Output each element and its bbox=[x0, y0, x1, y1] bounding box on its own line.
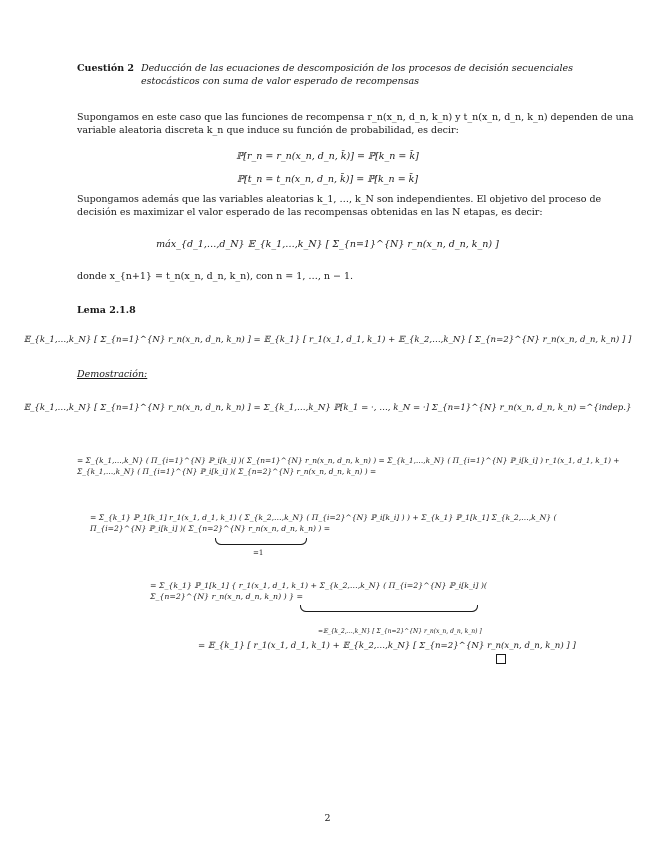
underbrace-2 bbox=[300, 605, 478, 612]
lemma-equation: 𝔼_{k_1,…,k_N} [ Σ_{n=1}^{N} r_n(x_n, d_n, k_n) ] = 𝔼_{k_1} [ r_1(x_1, d_1, k_1) + 𝔼_{k_2,…,k_N} [ Σ_{n=2}^{N} r_n(x_n, d_n, k_n) ] ] bbox=[23, 335, 632, 345]
underbrace-1-label: =1 bbox=[253, 549, 264, 557]
proof-equation-1: 𝔼_{k_1,…,k_N} [ Σ_{n=1}^{N} r_n(x_n, d_n, k_n) ] = Σ_{k_1,…,k_N} ℙ[k_1 = ·, …, k_N = ·] Σ_{n=1}^{N} r_n(x_n, d_n, k_n) =^{indep.} bbox=[23, 403, 632, 413]
para1-line2: variable aleatoria discreta k_n que induce su función de probabilidad, es decir: bbox=[77, 125, 459, 136]
question-title-line1: Deducción de las ecuaciones de descomposición de los procesos de decisión secuenciales bbox=[141, 63, 574, 74]
equation-3: máx_{d_1,…,d_N} 𝔼_{k_1,…,k_N} [ Σ_{n=1}^{N} r_n(x_n, d_n, k_n) ] bbox=[156, 239, 499, 250]
proof-equation-5: = 𝔼_{k_1} [ r_1(x_1, d_1, k_1) + 𝔼_{k_2,…,k_N} [ Σ_{n=2}^{N} r_n(x_n, d_n, k_n) ] ] bbox=[198, 641, 576, 651]
lemma-heading: Lema 2.1.8 bbox=[77, 305, 136, 316]
underbrace-2-label: =𝔼_{k_2,…,k_N} [ Σ_{n=2}^{N} r_n(x_n, d_n, k_n) ] bbox=[318, 628, 482, 635]
para2-line2: decisión es maximizar el valor esperado de las recompensas obtenidas en las N etapas, es decir: bbox=[77, 207, 543, 218]
para3: donde x_{n+1} = t_n(x_n, d_n, k_n), con n = 1, …, n − 1. bbox=[77, 271, 354, 282]
para1-line1: Supongamos en este caso que las funciones de recompensa r_n(x_n, d_n, k_n) y t_n(x_n, d_n, k_n) dependen de una bbox=[77, 112, 634, 123]
proof-equation-2: = Σ_{k_1,…,k_N} ( Π_{i=1}^{N} ℙ_i[k_i] )( Σ_{n=1}^{N} r_n(x_n, d_n, k_n) ) = Σ_{k_1,…,k_N} ( Π_{i=1}^{N} ℙ_i[k_i] ) r_1(x_1, d_1, k_1) + Σ_{k_1,…,k_N} ( Π_{i=1}^{N} ℙ_i[k_i] )( Σ_{n=2}^{N} r_n(x_n, d_n, k_n) ) = bbox=[77, 456, 620, 476]
para2-line1: Supongamos además que las variables aleatorias k_1, …, k_N son independientes. El objetivo del proceso de bbox=[77, 194, 602, 205]
equation-2: ℙ[t_n = t_n(x_n, d_n, k̄)] = ℙ[k_n = k̄] bbox=[236, 174, 419, 185]
proof-equation-3: = Σ_{k_1} ℙ_1[k_1] r_1(x_1, d_1, k_1) ( Σ_{k_2,…,k_N} ( Π_{i=2}^{N} ℙ_i[k_i] ) ) + Σ_{k_1} ℙ_1[k_1] Σ_{k_2,…,k_N} ( Π_{i=2}^{N} ℙ_i[k_i] )( Σ_{n=2}^{N} r_n(x_n, d_n, k_n) ) = bbox=[90, 513, 557, 533]
page-number: 2 bbox=[324, 813, 331, 824]
question-title-line2: estocásticos con suma de valor esperado de recompensas bbox=[141, 76, 420, 87]
underbrace-1 bbox=[215, 538, 307, 545]
proof-equation-4: = Σ_{k_1} ℙ_1[k_1] { r_1(x_1, d_1, k_1) + Σ_{k_2,…,k_N} ( Π_{i=2}^{N} ℙ_i[k_i] )( Σ_{n=2}^{N} r_n(x_n, d_n, k_n) ) } = bbox=[150, 581, 487, 601]
equation-1: ℙ[r_n = r_n(x_n, d_n, k̄)] = ℙ[k_n = k̄] bbox=[236, 151, 419, 162]
qed-square-icon bbox=[496, 654, 506, 664]
question-header bbox=[77, 62, 597, 75]
proof-label: Demostración: bbox=[77, 369, 148, 380]
question-label: Cuestión 2 bbox=[77, 63, 135, 74]
